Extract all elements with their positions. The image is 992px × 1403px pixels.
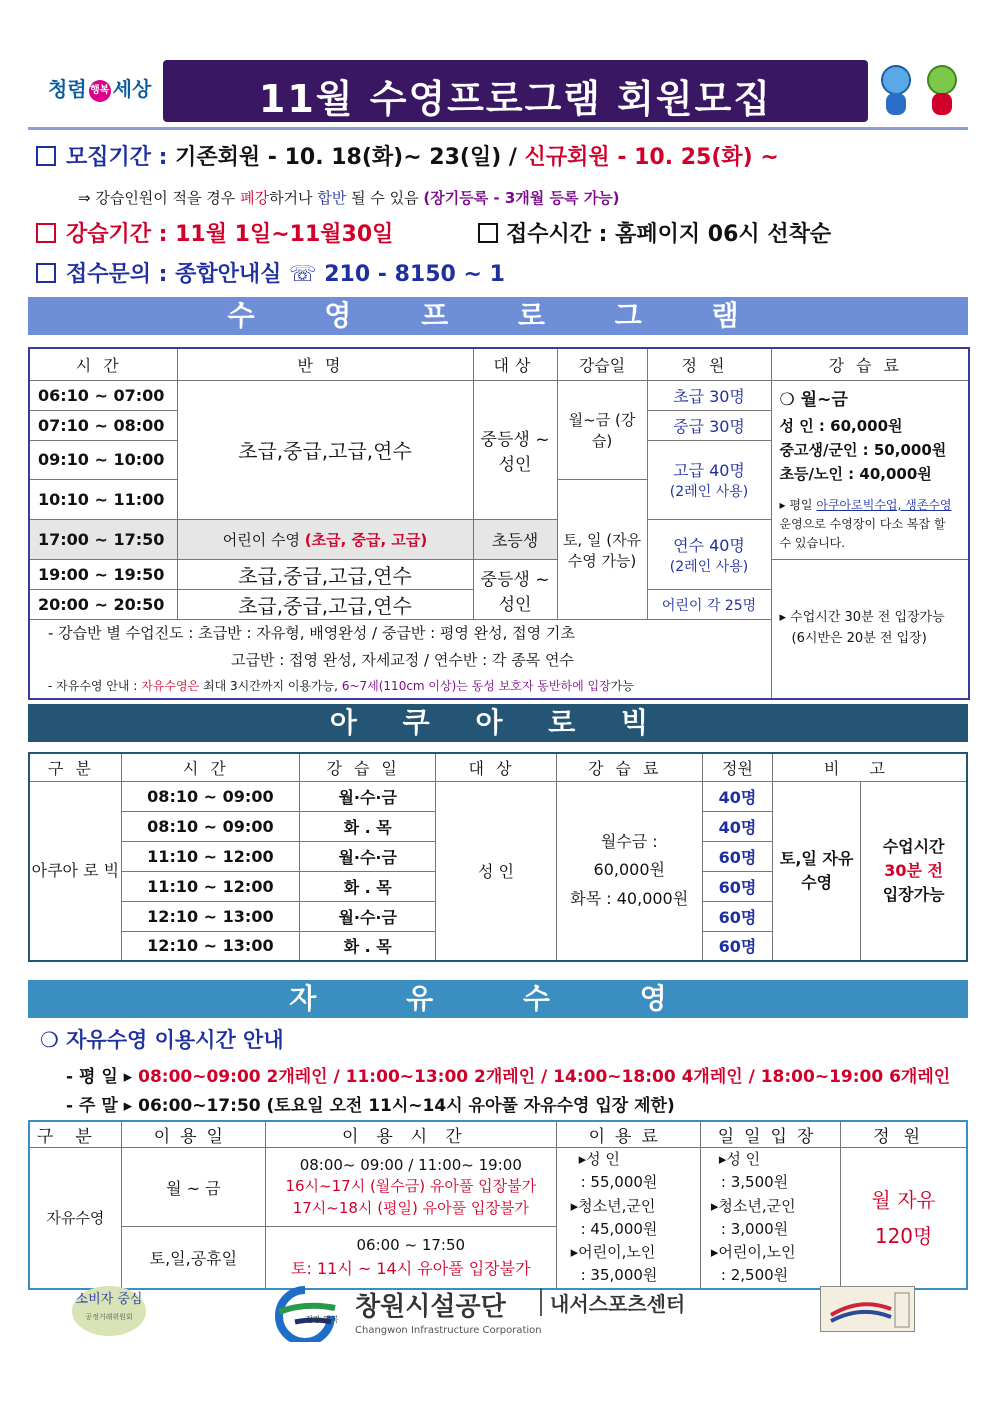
- badge-small: 공정거래위원회: [85, 1312, 133, 1321]
- header-capacity: 정원: [647, 348, 771, 380]
- capacity-cell: 60명: [702, 841, 772, 871]
- class-cell: 초급,중급,고급,연수: [177, 590, 473, 620]
- free-category: 자유수영: [29, 1148, 121, 1289]
- days-cell: 화 . 목: [300, 811, 436, 841]
- header-class: 반명: [177, 348, 473, 380]
- header-target: 대상: [473, 348, 557, 380]
- checkbox-icon: [36, 223, 56, 243]
- free-table: [28, 1120, 968, 1290]
- time-cell: 07:10 ~ 08:00: [29, 410, 177, 440]
- weekday-label: - 평 일 ▸: [66, 1067, 133, 1087]
- recruit-label: 모집기간 :: [66, 145, 168, 170]
- fee-line: ▸성 인: [578, 1150, 620, 1168]
- fee-child: 초등/노인 : 40,000원: [779, 464, 932, 483]
- fee-line: ▸어린이,노인: [570, 1243, 656, 1261]
- time-cell: 11:10 ~ 12:00: [121, 841, 299, 871]
- time-cell: [265, 1148, 556, 1227]
- fee-note-entry-early: (6시반은 20분 전 입장): [791, 631, 927, 647]
- fee-line: ▸청소년,군인: [570, 1196, 656, 1215]
- capacity-cell: 60명: [702, 871, 772, 901]
- fee-notes-cell: [771, 560, 969, 699]
- free-note-suffix: 가능: [610, 679, 634, 694]
- days-cell: 월·수·금: [300, 841, 436, 871]
- checkbox-icon: [36, 263, 56, 283]
- entry-note2: 30분 전: [884, 860, 943, 880]
- target-cell: 성 인: [436, 781, 556, 961]
- capacity-cell: 초급 30명: [647, 380, 771, 410]
- header-time: 이용시간: [265, 1121, 556, 1148]
- progress-line1: - 강습반 별 수업진도 : 초급반 : 자유형, 배영완성 / 중급반 : 평영 완성, 접영 기초: [48, 624, 575, 643]
- weekend-times: [66, 1091, 675, 1116]
- checkbox-icon: [36, 146, 56, 166]
- capacity-cell: [647, 520, 771, 590]
- fee-title: ❍ 월~금: [779, 389, 848, 410]
- inquiry: [36, 257, 505, 288]
- capacity-cell: 중급 30명: [647, 410, 771, 440]
- mascot-icons: [876, 65, 966, 120]
- fee-line: : 45,000원: [580, 1219, 658, 1238]
- weekend-times-text: 06:00~17:50 (토요일 오전 11시~14시 유아풀 자유수영 입장 제한): [138, 1096, 675, 1116]
- day1-note1: 16시~17시 (월수금) 유아풀 입장불가: [285, 1177, 537, 1196]
- capacity-line1: 월 자유: [871, 1187, 936, 1212]
- class-cell: 초급,중급,고급,연수: [177, 380, 473, 520]
- weekday-times-text: 08:00~09:00 2개레인 / 11:00~13:00 2개레인 / 14:00~18:00 4개레인 / 18:00~19:00 6개레인: [138, 1067, 951, 1087]
- class-cell-kids: [177, 520, 473, 560]
- day2-note: 토: 11시 ~ 14시 유아풀 입장불가: [291, 1258, 531, 1278]
- entry-note1: 수업시간: [882, 836, 945, 856]
- fee-cell: [556, 1148, 700, 1289]
- page-title: 11월 수영프로그램 회원모집: [258, 77, 773, 121]
- header-divider: [28, 127, 968, 130]
- capacity-cell: 40명: [702, 811, 772, 841]
- footer-divider: [540, 1288, 542, 1316]
- reception-time: [478, 217, 831, 248]
- badge-text: 소비자 중심: [75, 1292, 143, 1307]
- cap-adv-note: (2레인 사용): [669, 484, 749, 501]
- logo-text-left: 청렴: [48, 77, 87, 101]
- note-close: 폐강: [240, 189, 270, 207]
- consumer-badge: [72, 1286, 146, 1336]
- days-cell: 월·수·금: [300, 901, 436, 931]
- aqua-category: 아쿠아 로 빅: [29, 781, 121, 961]
- swim-header-row: [29, 348, 969, 380]
- header-category: 구분: [29, 753, 121, 781]
- capacity-cell: [841, 1148, 967, 1289]
- time-cell: 08:10 ~ 09:00: [121, 811, 299, 841]
- days-cell: 월·수·금: [300, 781, 436, 811]
- blue-mascot-icon: [876, 65, 916, 117]
- class-period: [36, 217, 393, 248]
- entry-note: [861, 781, 967, 961]
- header-capacity: 정원: [841, 1121, 967, 1148]
- org-english: Changwon Infrastructure Corporation: [355, 1325, 542, 1336]
- day2-time: 06:00 ~ 17:50: [356, 1235, 466, 1254]
- daily-line: : 2,500원: [720, 1266, 789, 1285]
- capacity-cell: 어린이 각 25명: [647, 590, 771, 620]
- table-row: [29, 560, 969, 590]
- checkbox-icon: [478, 223, 498, 243]
- swim-table: [28, 347, 970, 700]
- fee-note-suffix: 운영으로 수영장이 다소 복잡 할 수 있습니다.: [779, 516, 946, 551]
- org-name: 창원시설공단: [355, 1292, 506, 1322]
- recruit-new: 신규회원 - 10. 25(화) ~: [524, 145, 779, 170]
- time-cell: 17:00 ~ 17:50: [29, 520, 177, 560]
- time-cell: 12:10 ~ 13:00: [121, 901, 299, 931]
- free-note-prefix: - 자유수영 안내 :: [48, 679, 138, 694]
- note-suffix: 될 수 있음: [351, 189, 419, 207]
- day1-note2: 17시~18시 (평일) 유아풀 입장불가: [292, 1199, 529, 1218]
- kids-class: 어린이 수영: [222, 531, 300, 550]
- reception-text: 접수시간 : 홈페이지 06시 선착순: [506, 222, 832, 247]
- swim-section-title: 수 영 프 로 그 램: [28, 297, 968, 335]
- certificate-icon: [820, 1286, 915, 1332]
- header-note: 비고: [773, 753, 967, 781]
- time-cell: [265, 1227, 556, 1289]
- weekend-label: - 주 말 ▸: [66, 1096, 133, 1116]
- cap-train-note: (2레인 사용): [669, 559, 749, 576]
- time-cell: 09:10 ~ 10:00: [29, 440, 177, 480]
- fee-cell: [771, 380, 969, 560]
- inquiry-text: 접수문의 : 종합안내실 ☏ 210 - 8150 ~ 1: [66, 262, 505, 287]
- aqua-header-row: [29, 753, 967, 781]
- table-row: [29, 781, 967, 811]
- fee-line1: 월수금 :: [600, 831, 658, 851]
- daily-line: : 3,500원: [720, 1173, 789, 1192]
- logo-dot: 행복: [89, 80, 111, 102]
- table-row: [29, 1148, 967, 1227]
- integrity-logo: [48, 73, 151, 102]
- capacity-line2: 120명: [874, 1223, 933, 1248]
- logo-caption: 건강 행복: [305, 1315, 339, 1324]
- logo-text-right: 세상: [112, 77, 152, 101]
- header-time: 시간: [121, 753, 299, 781]
- time-cell: 11:10 ~ 12:00: [121, 871, 299, 901]
- daily-line: ▸어린이,노인: [710, 1243, 796, 1261]
- time-cell: 19:00 ~ 19:50: [29, 560, 177, 590]
- day-cell: 월 ~ 금: [121, 1148, 265, 1227]
- title-banner: [163, 60, 868, 122]
- class-note: [78, 187, 620, 208]
- table-row: [29, 380, 969, 410]
- time-cell: 20:00 ~ 20:50: [29, 590, 177, 620]
- note-long-term: (장기등록 - 3개월 등록 가능): [423, 189, 620, 207]
- days-cell: 토, 일 (자유수영 가능): [557, 480, 647, 620]
- class-cell: 초급,중급,고급,연수: [177, 560, 473, 590]
- free-section-title: 자 유 수 영: [28, 980, 968, 1018]
- day-cell: 토,일,공휴일: [121, 1227, 265, 1289]
- entry-note3: 입장가능: [882, 884, 945, 904]
- daily-line: : 3,000원: [720, 1219, 789, 1238]
- time-cell: 12:10 ~ 13:00: [121, 931, 299, 961]
- header-days: 강습일: [300, 753, 436, 781]
- fee-line: : 55,000원: [580, 1173, 658, 1192]
- capacity-cell: 60명: [702, 901, 772, 931]
- recruit-existing: 기존회원 - 10. 18(화)~ 23(일) /: [175, 145, 517, 170]
- fee-cell: [556, 781, 702, 961]
- header-category: 구분: [29, 1121, 121, 1148]
- days-cell: 화 . 목: [300, 871, 436, 901]
- note-mid: 하거나: [269, 189, 313, 207]
- header-fee: 강습료: [771, 348, 969, 380]
- weekend-note: 토,일 자유수영: [773, 781, 861, 961]
- header-daily: 일일입장: [700, 1121, 840, 1148]
- progress-cell: [29, 620, 771, 699]
- free-note-purple: 6~7세(110cm 이상)는 동성 보호자 동반하에 입장: [341, 679, 611, 694]
- target-cell: 초등생: [473, 520, 557, 560]
- note-merge: 합반: [317, 189, 347, 207]
- fee-line: : 35,000원: [580, 1266, 658, 1285]
- daily-cell: [700, 1148, 840, 1289]
- recruit-period: [36, 140, 779, 171]
- fee-line3: 화목 : 40,000원: [570, 889, 689, 909]
- daily-line: ▸성 인: [718, 1150, 761, 1168]
- fee-adult: 성 인 : 60,000원: [779, 416, 903, 435]
- header-time: 시간: [29, 348, 177, 380]
- free-swim-title: ❍ 자유수영 이용시간 안내: [40, 1028, 284, 1052]
- aqua-table: [28, 752, 968, 962]
- org-logo-icon: [265, 1282, 345, 1342]
- capacity-cell: 40명: [702, 781, 772, 811]
- capacity-cell: [647, 440, 771, 520]
- free-note-mid: 최대 3시간까지 이용가능,: [203, 679, 338, 694]
- progress-line2: 고급반 : 접영 완성, 자세교정 / 연수반 : 각 종목 연수: [231, 651, 574, 670]
- header-fee: 이용료: [556, 1121, 700, 1148]
- fee-note-prefix: ▸ 평일: [779, 497, 813, 512]
- weekday-times: [66, 1062, 950, 1087]
- free-swim-note: [48, 676, 771, 698]
- daily-line: ▸청소년,군인: [710, 1196, 796, 1215]
- time-cell: 08:10 ~ 09:00: [121, 781, 299, 811]
- cap-adv: 고급 40명: [673, 461, 745, 481]
- period-text: 강습기간 : 11월 1일~11월30일: [66, 222, 394, 247]
- fee-youth: 중고생/군인 : 50,000원: [779, 440, 947, 459]
- fee-line2: 60,000원: [593, 860, 665, 880]
- capacity-cell: 60명: [702, 931, 772, 961]
- green-mascot-icon: [922, 65, 962, 117]
- header-days: 강습일: [557, 348, 647, 380]
- days-cell: 월~금 (강 습): [557, 380, 647, 480]
- note-prefix: ⇒ 강습인원이 적을 경우: [78, 189, 236, 207]
- day1-time: 08:00~ 09:00 / 11:00~ 19:00: [299, 1155, 522, 1174]
- aqua-section-title: 아 쿠 아 로 빅: [28, 704, 968, 742]
- target-cell: 중등생 ~ 성인: [473, 560, 557, 620]
- cap-train: 연수 40명: [673, 536, 745, 556]
- header-day: 이용일: [121, 1121, 265, 1148]
- center-name: 내서스포츠센터: [550, 1292, 686, 1316]
- header: [28, 55, 968, 130]
- free-header-row: [29, 1121, 967, 1148]
- header-fee: 강습료: [556, 753, 702, 781]
- time-cell: 10:10 ~ 11:00: [29, 480, 177, 520]
- header-target: 대상: [436, 753, 556, 781]
- free-note-red: 자유수영은: [141, 679, 200, 694]
- header-capacity: 정원: [702, 753, 772, 781]
- kids-levels: (초급, 중급, 고급): [304, 531, 428, 550]
- days-cell: 화 . 목: [300, 931, 436, 961]
- fee-note-entry: ▸ 수업시간 30분 전 입장가능: [779, 610, 945, 626]
- time-cell: 06:10 ~ 07:00: [29, 380, 177, 410]
- fee-note-link: 아쿠아로빅수업, 생존수영: [816, 497, 952, 512]
- target-cell: 중등생 ~ 성인: [473, 380, 557, 520]
